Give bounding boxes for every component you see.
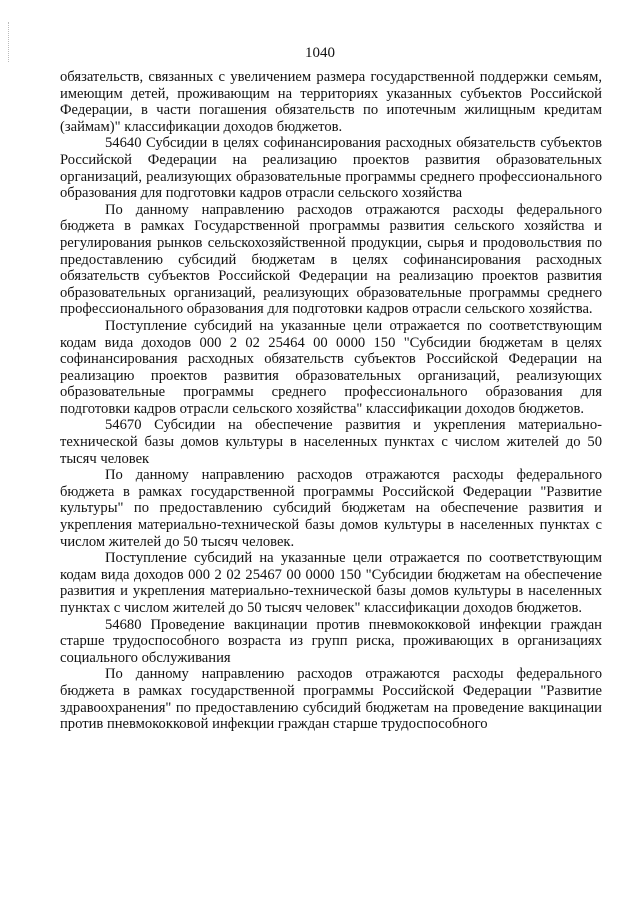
paragraph-54670-income: Поступление субсидий на указанные цели отражается по соответствующим кодам вида доходов 000 2 02 25467 00 0000 150 "Субсидии бюджетам на обеспечение развития и укрепления материально-технической базы домов культуры в населенных пунктах с числом жителей до 50 тысяч человек" классификации доходов бюджетов. bbox=[60, 550, 602, 616]
page-number: 1040 bbox=[305, 45, 335, 61]
document-body bbox=[60, 69, 602, 733]
paragraph-54680-heading: 54680 Проведение вакцинации против пневмококковой инфекции граждан старше трудоспособного возраста из групп риска, проживающих в организациях социального обслуживания bbox=[60, 616, 602, 666]
paragraph-54640-income: Поступление субсидий на указанные цели отражается по соответствующим кодам вида доходов 000 2 02 25464 00 0000 150 "Субсидии бюджетам в целях софинансирования расходных обязательств субъектов Российской Федерации на реализацию проектов развития образовательных организаций, реализующих образовательные программы среднего профессионального образования для подготовки кадров отрасли сельского хозяйства" классификации доходов бюджетов. bbox=[60, 317, 602, 417]
paragraph-54670-description: По данному направлению расходов отражаются расходы федерального бюджета в рамках государственной программы Российской Федерации "Развитие культуры" по предоставлению субсидий бюджетам на обеспечение развития и укрепления материально-технической базы домов культуры в населенных пунктах с числом жителей до 50 тысяч человек. bbox=[60, 467, 602, 550]
paragraph-54680-description: По данному направлению расходов отражаются расходы федерального бюджета в рамках государственной программы Российской Федерации "Развитие здравоохранения" по предоставлению субсидий бюджетам на проведение вакцинации против пневмококковой инфекции граждан старше трудоспособного bbox=[60, 666, 602, 733]
paragraph-54640-heading: 54640 Субсидии в целях софинансирования расходных обязательств субъектов Российской Федерации на реализацию проектов развития образовательных организаций, реализующих образовательные программы среднего профессионального образования для подготовки кадров отрасли сельского хозяйства bbox=[60, 135, 602, 202]
paragraph-54640-description: По данному направлению расходов отражаются расходы федерального бюджета в рамках Государственной программы развития сельского хозяйства и регулирования рынков сельскохозяйственной продукции, сырья и продовольствия по предоставлению субсидий бюджетам в целях софинансирования расходных обязательств субъектов Российской Федерации на реализацию проектов развития образовательных организаций, реализующих образовательные программы среднего профессионального образования для подготовки кадров отрасли сельского хозяйства. bbox=[60, 201, 602, 318]
paragraph-54670-heading: 54670 Субсидии на обеспечение развития и укрепления материально-технической базы домов культуры в населенных пунктах с числом жителей до 50 тысяч человек bbox=[60, 417, 602, 467]
paragraph-continuation: обязательств, связанных с увеличением размера государственной поддержки семьям, имеющим детей, проживающим на территориях указанных субъектов Российской Федерации, в части погашения обязательств по ипотечным жилищным кредитам (займам)" классификации доходов бюджетов. bbox=[60, 69, 602, 135]
